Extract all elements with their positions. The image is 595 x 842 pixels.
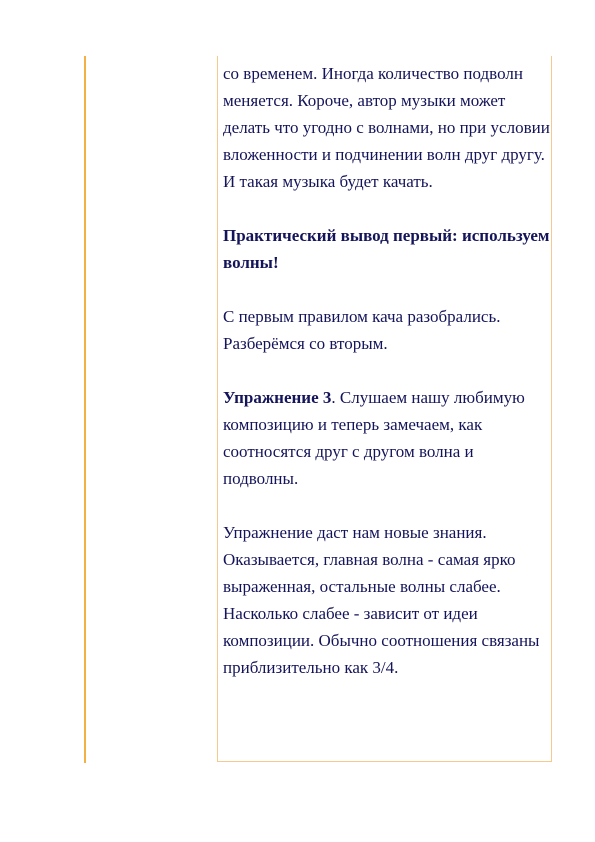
- exercise-3-text: . Слушаем нашу любимую композицию и теперь замечаем, как соотносятся друг с другом волна и подволны.: [223, 388, 525, 488]
- paragraph-first-rule-done: С первым правилом кача разобрались. Разберёмся со вторым.: [223, 307, 501, 353]
- paragraph-exercise-result: Упражнение даст нам новые знания. Оказывается, главная волна - самая ярко выраженная, остальные волны слабее. Насколько слабее - зависит от идеи композиции. Обычно соотношения связаны приблизительно как 3/4.: [223, 523, 540, 677]
- paragraph-exercise-3: [223, 384, 553, 492]
- exercise-3-label: Упражнение 3: [223, 388, 332, 407]
- paragraph-practical-conclusion: Практический вывод первый: используем волны!: [223, 226, 550, 272]
- paragraph-waves-freedom: со временем. Иногда количество подволн меняется. Короче, автор музыки может делать что угодно с волнами, но при условии вложенности и подчинении волн друг другу. И такая музыка будет качать.: [223, 64, 550, 191]
- text-body: [223, 60, 553, 681]
- margin-rule: [84, 56, 86, 763]
